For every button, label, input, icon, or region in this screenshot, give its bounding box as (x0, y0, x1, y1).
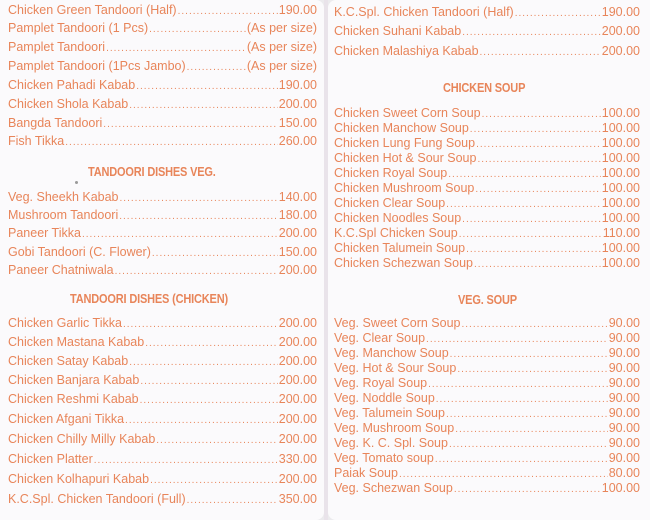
menu-item (334, 346, 640, 362)
item-name: Chicken Talumein Soup (334, 241, 466, 255)
dot-leader (65, 136, 278, 150)
menu-page-right (328, 0, 650, 520)
menu-item (334, 391, 640, 407)
menu-item (334, 24, 640, 40)
item-name: Veg. Mushroom Soup (334, 421, 455, 435)
menu-item (334, 406, 640, 422)
item-name: Chicken Noodles Soup (334, 211, 462, 225)
menu-item (334, 361, 640, 377)
item-price: 100.00 (601, 211, 640, 225)
item-name: Chicken Royal Soup (334, 166, 448, 180)
item-name: Chicken Sweet Corn Soup (334, 106, 481, 120)
item-price: 200.00 (278, 373, 317, 387)
dot-leader (129, 356, 278, 370)
menu-item (334, 451, 640, 467)
item-name: Veg. Manchow Soup (334, 346, 449, 360)
item-name: Chicken Green Tandoori (Half) (8, 3, 177, 17)
item-price: 180.00 (278, 208, 317, 222)
menu-item (8, 40, 317, 56)
item-name: Chicken Clear Soup (334, 196, 446, 210)
menu-item (8, 134, 317, 150)
menu-item (8, 432, 317, 448)
item-price: 90.00 (608, 361, 640, 375)
item-name: K.C.Spl. Chicken Tandoori (Half) (334, 5, 514, 19)
menu-item (334, 256, 640, 272)
item-price: (As per size) (246, 59, 317, 73)
dot-leader (119, 210, 278, 224)
menu-item (8, 392, 317, 408)
dot-leader (450, 348, 608, 362)
item-price: 140.00 (278, 190, 317, 204)
dot-leader (94, 454, 278, 468)
item-name: Paneer Chatniwala (8, 263, 114, 277)
item-price: 100.00 (601, 121, 640, 135)
dot-leader (461, 318, 607, 332)
dot-leader (449, 438, 608, 452)
item-price: 100.00 (601, 481, 640, 495)
menu-item (8, 335, 317, 351)
item-price: 200.00 (278, 392, 317, 406)
item-price: 330.00 (278, 452, 317, 466)
item-price: 80.00 (608, 466, 640, 480)
section-heading-chicken-soup: CHICKEN SOUP (443, 81, 526, 95)
item-name: Bangda Tandoori (8, 116, 103, 130)
menu-item (8, 226, 317, 242)
dot-leader (115, 265, 278, 279)
section-heading-tandoori-chicken: TANDOORI DISHES (CHICKEN) (70, 292, 228, 306)
menu-item (8, 354, 317, 370)
dot-leader (187, 61, 246, 75)
menu-item (8, 316, 317, 332)
item-name: Veg. Schezwan Soup (334, 481, 453, 495)
menu-item (8, 373, 317, 389)
item-name: Chicken Lung Fung Soup (334, 136, 476, 150)
item-price: 150.00 (278, 245, 317, 259)
item-name: Pamplet Tandoori (1Pcs Jambo) (8, 59, 186, 73)
item-price: 90.00 (608, 421, 640, 435)
item-name: Chicken Garlic Tikka (8, 316, 122, 330)
item-price: 200.00 (601, 24, 640, 38)
dot-leader (454, 483, 601, 497)
menu-item (8, 97, 317, 113)
item-price: 100.00 (601, 181, 640, 195)
item-name: Veg. K. C. Spl. Soup (334, 436, 448, 450)
menu-item (8, 208, 317, 224)
item-price: 90.00 (608, 376, 640, 390)
item-price: (As per size) (246, 21, 317, 35)
item-name: Chicken Suhani Kabab (334, 24, 462, 38)
item-price: 100.00 (601, 136, 640, 150)
menu-item (334, 106, 640, 122)
item-name: Chicken Malashiya Kabab (334, 44, 479, 58)
item-price: 90.00 (608, 436, 640, 450)
dot-leader (149, 23, 246, 37)
menu-item (8, 116, 317, 132)
dot-leader (466, 243, 601, 257)
dot-leader (476, 138, 601, 152)
item-price: 150.00 (278, 116, 317, 130)
dot-leader (426, 333, 608, 347)
dot-leader (129, 99, 278, 113)
dot-leader (515, 7, 601, 21)
item-price: 90.00 (608, 406, 640, 420)
menu-item (334, 331, 640, 347)
dot-leader (446, 408, 608, 422)
menu-item (8, 472, 317, 488)
item-price: 200.00 (278, 354, 317, 368)
item-price: 260.00 (278, 134, 317, 148)
item-price: 200.00 (278, 226, 317, 240)
menu-item (334, 136, 640, 152)
item-name: Pamplet Tandoori (8, 40, 106, 54)
menu-item (334, 421, 640, 437)
item-price: 90.00 (608, 346, 640, 360)
menu-item (334, 196, 640, 212)
menu-item (334, 316, 640, 332)
item-price: 200.00 (278, 335, 317, 349)
item-name: Fish Tikka (8, 134, 65, 148)
dot-leader (152, 247, 278, 261)
menu-item (8, 3, 317, 19)
item-name: Chicken Banjara Kabab (8, 373, 140, 387)
item-name: Chicken Pahadi Kabab (8, 78, 136, 92)
item-name: Chicken Kolhapuri Kabab (8, 472, 150, 486)
item-price: 200.00 (601, 44, 640, 58)
item-price: 190.00 (278, 3, 317, 17)
dot-leader (446, 198, 601, 212)
dot-leader (136, 80, 278, 94)
item-name: Veg. Noddle Soup (334, 391, 435, 405)
menu-item (334, 376, 640, 392)
dot-leader (448, 168, 601, 182)
item-name: Chicken Chilly Milly Kabab (8, 432, 156, 446)
dot-leader (470, 123, 601, 137)
dot-leader (187, 494, 278, 508)
item-price: 200.00 (278, 412, 317, 426)
menu-item (334, 5, 640, 21)
menu-item (334, 481, 640, 497)
dot-leader (477, 153, 600, 167)
item-name: Chicken Reshmi Kabab (8, 392, 139, 406)
dot-leader (82, 228, 278, 242)
dot-leader (125, 414, 278, 428)
dot-leader (123, 318, 278, 332)
item-name: Paneer Tikka (8, 226, 81, 240)
item-name: Veg. Clear Soup (334, 331, 426, 345)
item-price: 200.00 (278, 472, 317, 486)
menu-item (334, 241, 640, 257)
dot-leader (459, 228, 602, 242)
menu-item (8, 492, 317, 508)
item-name: Chicken Mastana Kabab (8, 335, 145, 349)
dot-leader (480, 46, 601, 60)
item-name: Veg. Sweet Corn Soup (334, 316, 461, 330)
item-name: Paiak Soup (334, 466, 398, 480)
item-price: 90.00 (608, 331, 640, 345)
item-price: 190.00 (601, 5, 640, 19)
item-name: Chicken Afgani Tikka (8, 412, 125, 426)
dot-leader (435, 453, 608, 467)
dot-leader (140, 375, 277, 389)
menu-item (334, 166, 640, 182)
item-name: Veg. Tomato soup (334, 451, 434, 465)
dot-leader (474, 258, 601, 272)
dot-leader (103, 118, 277, 132)
section-heading-veg-soup: VEG. SOUP (458, 293, 517, 307)
item-price: 200.00 (278, 263, 317, 277)
dot-leader (462, 213, 601, 227)
item-name: K.C.Spl. Chicken Tandoori (Full) (8, 492, 186, 506)
item-price: 100.00 (601, 151, 640, 165)
menu-item (334, 466, 640, 482)
section-heading-tandoori-veg: TANDOORI DISHES VEG. (88, 165, 216, 179)
dot-leader (140, 394, 278, 408)
item-price: 200.00 (278, 316, 317, 330)
dot-leader (156, 434, 277, 448)
item-name: Chicken Shola Kabab (8, 97, 129, 111)
item-price: 350.00 (278, 492, 317, 506)
item-price: 100.00 (601, 166, 640, 180)
dot-leader (428, 378, 608, 392)
menu-item (8, 21, 317, 37)
item-name: K.C.Spl Chicken Soup (334, 226, 458, 240)
item-price: 100.00 (601, 256, 640, 270)
item-price: (As per size) (246, 40, 317, 54)
menu-item (334, 436, 640, 452)
item-name: Chicken Satay Kabab (8, 354, 129, 368)
item-name: Chicken Platter (8, 452, 93, 466)
menu-item (334, 151, 640, 167)
menu-item (8, 452, 317, 468)
item-price: 90.00 (608, 391, 640, 405)
item-name: Veg. Talumein Soup (334, 406, 445, 420)
menu-item (8, 412, 317, 428)
dot-leader (475, 183, 600, 197)
dot-leader (455, 423, 608, 437)
item-name: Chicken Manchow Soup (334, 121, 469, 135)
dot-leader (150, 474, 278, 488)
item-name: Pamplet Tandoori (1 Pcs) (8, 21, 149, 35)
dot-leader (436, 393, 608, 407)
menu-item (334, 44, 640, 60)
dot-leader (120, 192, 278, 206)
item-price: 100.00 (601, 196, 640, 210)
menu-item (334, 181, 640, 197)
dot-leader (457, 363, 607, 377)
dot-leader (399, 468, 608, 482)
item-price: 90.00 (608, 451, 640, 465)
item-price: 90.00 (608, 316, 640, 330)
item-price: 110.00 (602, 226, 640, 240)
menu-item (8, 78, 317, 94)
menu-item (8, 263, 317, 279)
item-name: Veg. Hot & Sour Soup (334, 361, 457, 375)
menu-page-left (0, 0, 324, 520)
dot-leader (178, 5, 278, 19)
item-price: 200.00 (278, 432, 317, 446)
menu-item (8, 245, 317, 261)
item-name: Veg. Sheekh Kabab (8, 190, 119, 204)
item-price: 190.00 (278, 78, 317, 92)
item-price: 200.00 (278, 97, 317, 111)
dot-leader (106, 42, 246, 56)
menu-item (334, 226, 640, 242)
dot-leader (145, 337, 278, 351)
dot-leader (462, 26, 601, 40)
menu-item (8, 190, 317, 206)
item-name: Veg. Royal Soup (334, 376, 428, 390)
dot-leader (482, 108, 601, 122)
item-price: 100.00 (601, 106, 640, 120)
menu-item (334, 121, 640, 137)
item-price: 100.00 (601, 241, 640, 255)
item-name: Gobi Tandoori (C. Flower) (8, 245, 151, 259)
menu-item (334, 211, 640, 227)
item-name: Mushroom Tandoori (8, 208, 119, 222)
item-name: Chicken Mushroom Soup (334, 181, 475, 195)
menu-item (8, 59, 317, 75)
stray-dot (75, 181, 78, 184)
item-name: Chicken Schezwan Soup (334, 256, 473, 270)
item-name: Chicken Hot & Sour Soup (334, 151, 477, 165)
